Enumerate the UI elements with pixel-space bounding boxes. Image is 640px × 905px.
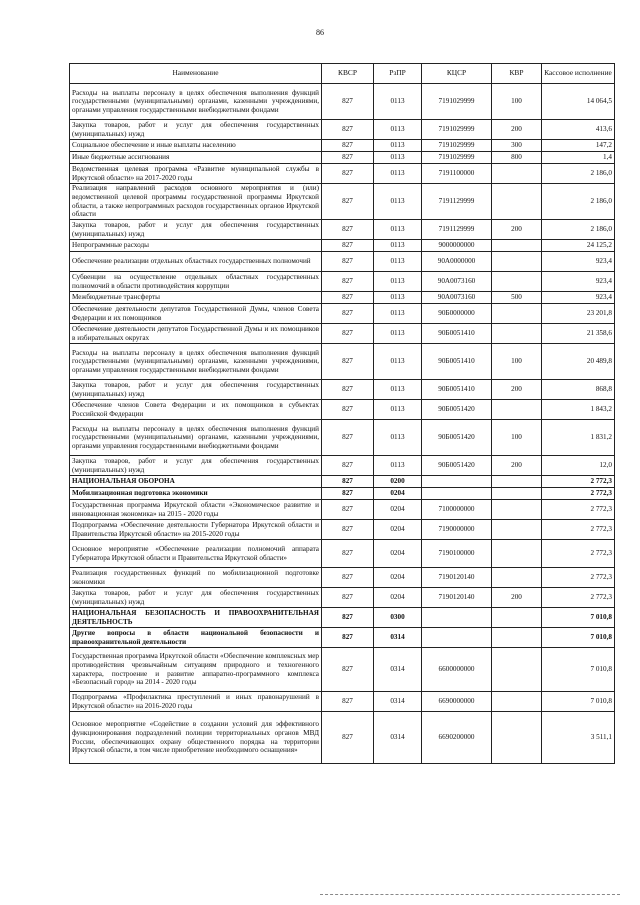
- table-row: [70, 344, 615, 380]
- row-kcsr-cell: 7190120140: [422, 568, 492, 588]
- row-kvr-cell: [492, 304, 542, 324]
- row-kvsr-cell: 827: [322, 120, 374, 140]
- row-kvr-cell: [492, 628, 542, 648]
- row-kvr-cell: [492, 476, 542, 488]
- row-kvsr-cell: 827: [322, 240, 374, 252]
- row-rzpr-cell: 0113: [374, 140, 422, 152]
- row-name-cell: Основное мероприятие «Обеспечение реализации полномочий аппарата Губернатора Иркутской области и Правительства Иркутской области»: [70, 540, 322, 568]
- header-kvsr: КВСР: [322, 64, 374, 84]
- row-amount-cell: 923,4: [542, 292, 615, 304]
- row-kcsr-cell: 7191100000: [422, 164, 492, 184]
- row-kvr-cell: 500: [492, 292, 542, 304]
- row-rzpr-cell: 0314: [374, 628, 422, 648]
- row-amount-cell: 1 831,2: [542, 420, 615, 456]
- table-row: [70, 456, 615, 476]
- row-amount-cell: 147,2: [542, 140, 615, 152]
- table-row: [70, 140, 615, 152]
- row-kvr-cell: 200: [492, 588, 542, 608]
- row-kvsr-cell: 827: [322, 692, 374, 712]
- row-rzpr-cell: 0113: [374, 240, 422, 252]
- table-row: [70, 220, 615, 240]
- row-kcsr-cell: 7191029999: [422, 152, 492, 164]
- table-row: [70, 84, 615, 120]
- row-amount-cell: 2 186,0: [542, 220, 615, 240]
- row-amount-cell: 2 772,3: [542, 500, 615, 520]
- row-name-cell: Реализация государственных функций по мобилизационной подготовке экономики: [70, 568, 322, 588]
- row-name-cell: Государственная программа Иркутской области «Экономическое развитие и инновационная экономика» на 2015 - 2020 годы: [70, 500, 322, 520]
- row-kcsr-cell: 90А0073160: [422, 292, 492, 304]
- row-amount-cell: 868,8: [542, 380, 615, 400]
- row-kvr-cell: 200: [492, 220, 542, 240]
- row-kvsr-cell: 827: [322, 304, 374, 324]
- row-amount-cell: 23 201,8: [542, 304, 615, 324]
- row-name-cell: Субвенции на осуществление отдельных областных государственных полномочий в области противодействия коррупции: [70, 272, 322, 292]
- row-name-cell: Закупка товаров, работ и услуг для обеспечения государственных (муниципальных) нужд: [70, 456, 322, 476]
- row-rzpr-cell: 0204: [374, 500, 422, 520]
- row-kcsr-cell: [422, 488, 492, 500]
- table-row: [70, 500, 615, 520]
- row-amount-cell: 1 843,2: [542, 400, 615, 420]
- row-kvsr-cell: 827: [322, 344, 374, 380]
- row-rzpr-cell: 0113: [374, 272, 422, 292]
- row-kcsr-cell: 7190000000: [422, 520, 492, 540]
- row-kvr-cell: [492, 252, 542, 272]
- table-row: [70, 520, 615, 540]
- row-kvr-cell: [492, 540, 542, 568]
- row-kvsr-cell: 827: [322, 84, 374, 120]
- header-kcsr: КЦСР: [422, 64, 492, 84]
- row-kvr-cell: [492, 324, 542, 344]
- row-name-cell: Межбюджетные трансферты: [70, 292, 322, 304]
- row-amount-cell: 20 489,8: [542, 344, 615, 380]
- row-kvr-cell: [492, 500, 542, 520]
- table-row: [70, 164, 615, 184]
- row-kcsr-cell: 90А0073160: [422, 272, 492, 292]
- page-number: 86: [316, 28, 324, 37]
- row-name-cell: Обеспечение членов Совета Федерации и их помощников в субъектах Российской Федерации: [70, 400, 322, 420]
- row-name-cell: Обеспечение деятельности депутатов Государственной Думы, членов Совета Федерации и их помощников: [70, 304, 322, 324]
- row-kcsr-cell: 90Б0051420: [422, 456, 492, 476]
- row-kcsr-cell: 6690200000: [422, 712, 492, 764]
- row-kcsr-cell: 7191029999: [422, 120, 492, 140]
- table-row: [70, 608, 615, 628]
- row-rzpr-cell: 0113: [374, 120, 422, 140]
- row-name-cell: Непрограммные расходы: [70, 240, 322, 252]
- row-kcsr-cell: 7191029999: [422, 84, 492, 120]
- row-rzpr-cell: 0113: [374, 400, 422, 420]
- row-rzpr-cell: 0113: [374, 184, 422, 220]
- row-kvr-cell: 200: [492, 456, 542, 476]
- row-kvsr-cell: 827: [322, 164, 374, 184]
- row-kvr-cell: 300: [492, 140, 542, 152]
- row-kcsr-cell: 90Б0051410: [422, 324, 492, 344]
- row-kvsr-cell: 827: [322, 648, 374, 692]
- row-kcsr-cell: 7190120140: [422, 588, 492, 608]
- row-kvr-cell: [492, 608, 542, 628]
- row-kvsr-cell: 827: [322, 220, 374, 240]
- row-kvsr-cell: 827: [322, 476, 374, 488]
- row-kcsr-cell: 90Б0051410: [422, 380, 492, 400]
- row-amount-cell: 2 772,3: [542, 520, 615, 540]
- table-row: [70, 272, 615, 292]
- row-kvsr-cell: 827: [322, 420, 374, 456]
- row-kvr-cell: [492, 400, 542, 420]
- table-row: [70, 304, 615, 324]
- row-kvsr-cell: 827: [322, 252, 374, 272]
- row-kcsr-cell: 7190100000: [422, 540, 492, 568]
- table-row: [70, 488, 615, 500]
- row-amount-cell: 2 186,0: [542, 164, 615, 184]
- row-amount-cell: 413,6: [542, 120, 615, 140]
- row-kvr-cell: [492, 488, 542, 500]
- table-row: [70, 400, 615, 420]
- row-kvr-cell: [492, 712, 542, 764]
- row-kvr-cell: [492, 184, 542, 220]
- row-kvr-cell: [492, 568, 542, 588]
- table-row: [70, 692, 615, 712]
- row-kcsr-cell: 90Б0000000: [422, 304, 492, 324]
- scan-artifact: [320, 894, 620, 899]
- row-rzpr-cell: 0113: [374, 164, 422, 184]
- row-rzpr-cell: 0204: [374, 488, 422, 500]
- row-amount-cell: 2 186,0: [542, 184, 615, 220]
- table-row: [70, 240, 615, 252]
- row-rzpr-cell: 0113: [374, 324, 422, 344]
- row-kvsr-cell: 827: [322, 520, 374, 540]
- row-kvr-cell: 200: [492, 380, 542, 400]
- row-amount-cell: 2 772,3: [542, 568, 615, 588]
- row-kcsr-cell: 90А0000000: [422, 252, 492, 272]
- row-name-cell: Ведомственная целевая программа «Развитие муниципальной службы в Иркутской области» на 2017-2020 годы: [70, 164, 322, 184]
- row-kvr-cell: 800: [492, 152, 542, 164]
- table-header-row: [70, 64, 615, 84]
- table-row: [70, 120, 615, 140]
- row-kvr-cell: 100: [492, 84, 542, 120]
- row-rzpr-cell: 0314: [374, 692, 422, 712]
- row-kcsr-cell: [422, 608, 492, 628]
- row-amount-cell: 1,4: [542, 152, 615, 164]
- table-row: [70, 628, 615, 648]
- table-row: [70, 476, 615, 488]
- row-kcsr-cell: 6690000000: [422, 692, 492, 712]
- table-body: [70, 84, 615, 764]
- row-rzpr-cell: 0113: [374, 420, 422, 456]
- row-rzpr-cell: 0113: [374, 84, 422, 120]
- row-kvsr-cell: 827: [322, 608, 374, 628]
- row-kvsr-cell: 827: [322, 184, 374, 220]
- row-amount-cell: 2 772,3: [542, 488, 615, 500]
- row-kcsr-cell: 90Б0051410: [422, 344, 492, 380]
- row-amount-cell: 12,0: [542, 456, 615, 476]
- header-rzpr: РзПР: [374, 64, 422, 84]
- row-name-cell: Обеспечение реализации отдельных областных государственных полномочий: [70, 252, 322, 272]
- row-kcsr-cell: 6600000000: [422, 648, 492, 692]
- row-kvr-cell: [492, 240, 542, 252]
- row-rzpr-cell: 0204: [374, 588, 422, 608]
- row-kcsr-cell: [422, 476, 492, 488]
- row-kcsr-cell: 7191129999: [422, 184, 492, 220]
- table-row: [70, 324, 615, 344]
- table-row: [70, 568, 615, 588]
- row-name-cell: НАЦИОНАЛЬНАЯ БЕЗОПАСНОСТЬ И ПРАВООХРАНИТЕЛЬНАЯ ДЕЯТЕЛЬНОСТЬ: [70, 608, 322, 628]
- row-name-cell: Государственная программа Иркутской области «Обеспечение комплексных мер противодействия чрезвычайным ситуациям природного и техногенного характера, построение и развитие аппаратно-программного комплекса «Безопасный город» на 2014 - 2020 годы: [70, 648, 322, 692]
- row-kvsr-cell: 827: [322, 292, 374, 304]
- row-rzpr-cell: 0113: [374, 292, 422, 304]
- row-name-cell: Обеспечение деятельности депутатов Государственной Думы и их помощников в избирательных округах: [70, 324, 322, 344]
- row-kvsr-cell: 827: [322, 456, 374, 476]
- row-kcsr-cell: 90Б0051420: [422, 420, 492, 456]
- row-name-cell: Расходы на выплаты персоналу в целях обеспечения выполнения функций государственными (муниципальными) органами, казенными учреждениями, органами управления государственными внебюджетными фондами: [70, 84, 322, 120]
- table-row: [70, 712, 615, 764]
- row-amount-cell: 2 772,3: [542, 540, 615, 568]
- row-kvsr-cell: 827: [322, 628, 374, 648]
- row-kvsr-cell: 827: [322, 272, 374, 292]
- row-amount-cell: 923,4: [542, 272, 615, 292]
- row-name-cell: Другие вопросы в области национальной безопасности и правоохранительной деятельности: [70, 628, 322, 648]
- row-name-cell: Расходы на выплаты персоналу в целях обеспечения выполнения функций государственными (муниципальными) органами, казенными учреждениями, органами управления государственными внебюджетными фондами: [70, 420, 322, 456]
- header-name: Наименование: [70, 64, 322, 84]
- table-row: [70, 648, 615, 692]
- row-rzpr-cell: 0200: [374, 476, 422, 488]
- row-rzpr-cell: 0113: [374, 344, 422, 380]
- table-row: [70, 184, 615, 220]
- row-name-cell: Закупка товаров, работ и услуг для обеспечения государственных (муниципальных) нужд: [70, 380, 322, 400]
- row-kvr-cell: [492, 692, 542, 712]
- row-kvsr-cell: 827: [322, 380, 374, 400]
- row-kvsr-cell: 827: [322, 568, 374, 588]
- row-rzpr-cell: 0113: [374, 152, 422, 164]
- table-row: [70, 152, 615, 164]
- row-amount-cell: 21 358,6: [542, 324, 615, 344]
- row-name-cell: НАЦИОНАЛЬНАЯ ОБОРОНА: [70, 476, 322, 488]
- row-kvsr-cell: 827: [322, 500, 374, 520]
- table-row: [70, 420, 615, 456]
- row-kvr-cell: [492, 164, 542, 184]
- row-kvr-cell: 100: [492, 420, 542, 456]
- row-name-cell: Основное мероприятие «Содействие в создании условий для эффективного функционирования подразделений полиции территориальных органов МВД России, обеспечивающих охрану общественного порядка на территории Иркутской области, в том числе приобретение необходимого оснащения»: [70, 712, 322, 764]
- row-kvsr-cell: 827: [322, 488, 374, 500]
- row-rzpr-cell: 0113: [374, 380, 422, 400]
- row-amount-cell: 923,4: [542, 252, 615, 272]
- row-name-cell: Иные бюджетные ассигнования: [70, 152, 322, 164]
- row-name-cell: Мобилизационная подготовка экономики: [70, 488, 322, 500]
- table-row: [70, 540, 615, 568]
- row-kvsr-cell: 827: [322, 140, 374, 152]
- row-kvsr-cell: 827: [322, 400, 374, 420]
- row-amount-cell: 3 511,1: [542, 712, 615, 764]
- row-kvr-cell: 100: [492, 344, 542, 380]
- row-kvr-cell: [492, 520, 542, 540]
- row-rzpr-cell: 0113: [374, 220, 422, 240]
- header-kvr: КВР: [492, 64, 542, 84]
- row-rzpr-cell: 0300: [374, 608, 422, 628]
- table-row: [70, 588, 615, 608]
- row-amount-cell: 2 772,3: [542, 476, 615, 488]
- row-kvsr-cell: 827: [322, 324, 374, 344]
- row-name-cell: Подпрограмма «Обеспечение деятельности Губернатора Иркутской области и Правительства Иркутской области» на 2015-2020 годы: [70, 520, 322, 540]
- row-kcsr-cell: [422, 628, 492, 648]
- row-rzpr-cell: 0113: [374, 252, 422, 272]
- row-name-cell: Закупка товаров, работ и услуг для обеспечения государственных (муниципальных) нужд: [70, 588, 322, 608]
- row-name-cell: Закупка товаров, работ и услуг для обеспечения государственных (муниципальных) нужд: [70, 220, 322, 240]
- row-kvr-cell: 200: [492, 120, 542, 140]
- row-name-cell: Расходы на выплаты персоналу в целях обеспечения выполнения функций государственными (муниципальными) органами, казенными учреждениями, органами управления государственными внебюджетными фондами: [70, 344, 322, 380]
- row-name-cell: Социальное обеспечение и иные выплаты населению: [70, 140, 322, 152]
- row-amount-cell: 7 010,8: [542, 628, 615, 648]
- row-amount-cell: 7 010,8: [542, 692, 615, 712]
- row-kcsr-cell: 7100000000: [422, 500, 492, 520]
- table-row: [70, 252, 615, 272]
- header-amount: Кассовое исполнение: [542, 64, 615, 84]
- row-rzpr-cell: 0204: [374, 540, 422, 568]
- row-name-cell: Закупка товаров, работ и услуг для обеспечения государственных (муниципальных) нужд: [70, 120, 322, 140]
- row-name-cell: Реализация направлений расходов основного мероприятия и (или) ведомственной целевой программы государственной программы Иркутской области, а также непрограммных расходов государственных органов Иркутской области: [70, 184, 322, 220]
- row-amount-cell: 14 064,5: [542, 84, 615, 120]
- row-kvsr-cell: 827: [322, 588, 374, 608]
- row-kvr-cell: [492, 648, 542, 692]
- row-rzpr-cell: 0314: [374, 712, 422, 764]
- row-rzpr-cell: 0204: [374, 520, 422, 540]
- row-kvsr-cell: 827: [322, 152, 374, 164]
- row-amount-cell: 7 010,8: [542, 648, 615, 692]
- row-kcsr-cell: 7191029999: [422, 140, 492, 152]
- table-row: [70, 380, 615, 400]
- row-kcsr-cell: 9000000000: [422, 240, 492, 252]
- row-name-cell: Подпрограмма «Профилактика преступлений и иных правонарушений в Иркутской области» на 2016-2020 годы: [70, 692, 322, 712]
- row-rzpr-cell: 0113: [374, 456, 422, 476]
- row-amount-cell: 24 125,2: [542, 240, 615, 252]
- row-amount-cell: 2 772,3: [542, 588, 615, 608]
- budget-execution-table: [69, 63, 615, 764]
- row-rzpr-cell: 0204: [374, 568, 422, 588]
- row-kcsr-cell: 90Б0051420: [422, 400, 492, 420]
- table-row: [70, 292, 615, 304]
- row-kvsr-cell: 827: [322, 540, 374, 568]
- row-rzpr-cell: 0113: [374, 304, 422, 324]
- row-amount-cell: 7 010,8: [542, 608, 615, 628]
- row-rzpr-cell: 0314: [374, 648, 422, 692]
- row-kcsr-cell: 7191129999: [422, 220, 492, 240]
- row-kvsr-cell: 827: [322, 712, 374, 764]
- row-kvr-cell: [492, 272, 542, 292]
